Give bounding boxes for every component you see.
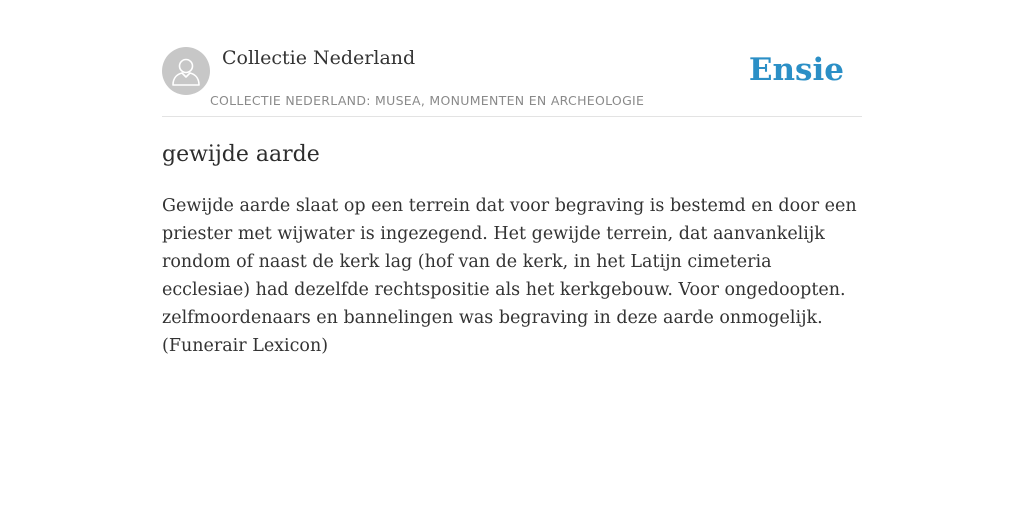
- user-silhouette-icon: [162, 47, 210, 95]
- brand-logo[interactable]: Ensie: [748, 52, 844, 88]
- header: [162, 44, 862, 117]
- author-name[interactable]: Collectie Nederland: [222, 47, 416, 69]
- page-title: gewijde aarde: [162, 142, 320, 167]
- channel-name[interactable]: COLLECTIE NEDERLAND: MUSEA, MONUMENTEN EN ARCHEOLOGIE: [210, 93, 645, 108]
- article-body: Gewijde aarde slaat op een terrein dat voor begraving is bestemd en door een priester met wijwater is ingezegend. Het gewijde terrein, dat aanvankelijk rondom of naast de kerk lag (hof van de kerk, in het Latijn cimeteria ecclesiae) had dezelfde rechtspositie als het kerkgebouw. Voor ongedoopten. zelfmoordenaars en bannelingen was begraving in deze aarde onmogelijk. (Funerair Lexicon): [162, 196, 857, 356]
- avatar[interactable]: [162, 47, 210, 95]
